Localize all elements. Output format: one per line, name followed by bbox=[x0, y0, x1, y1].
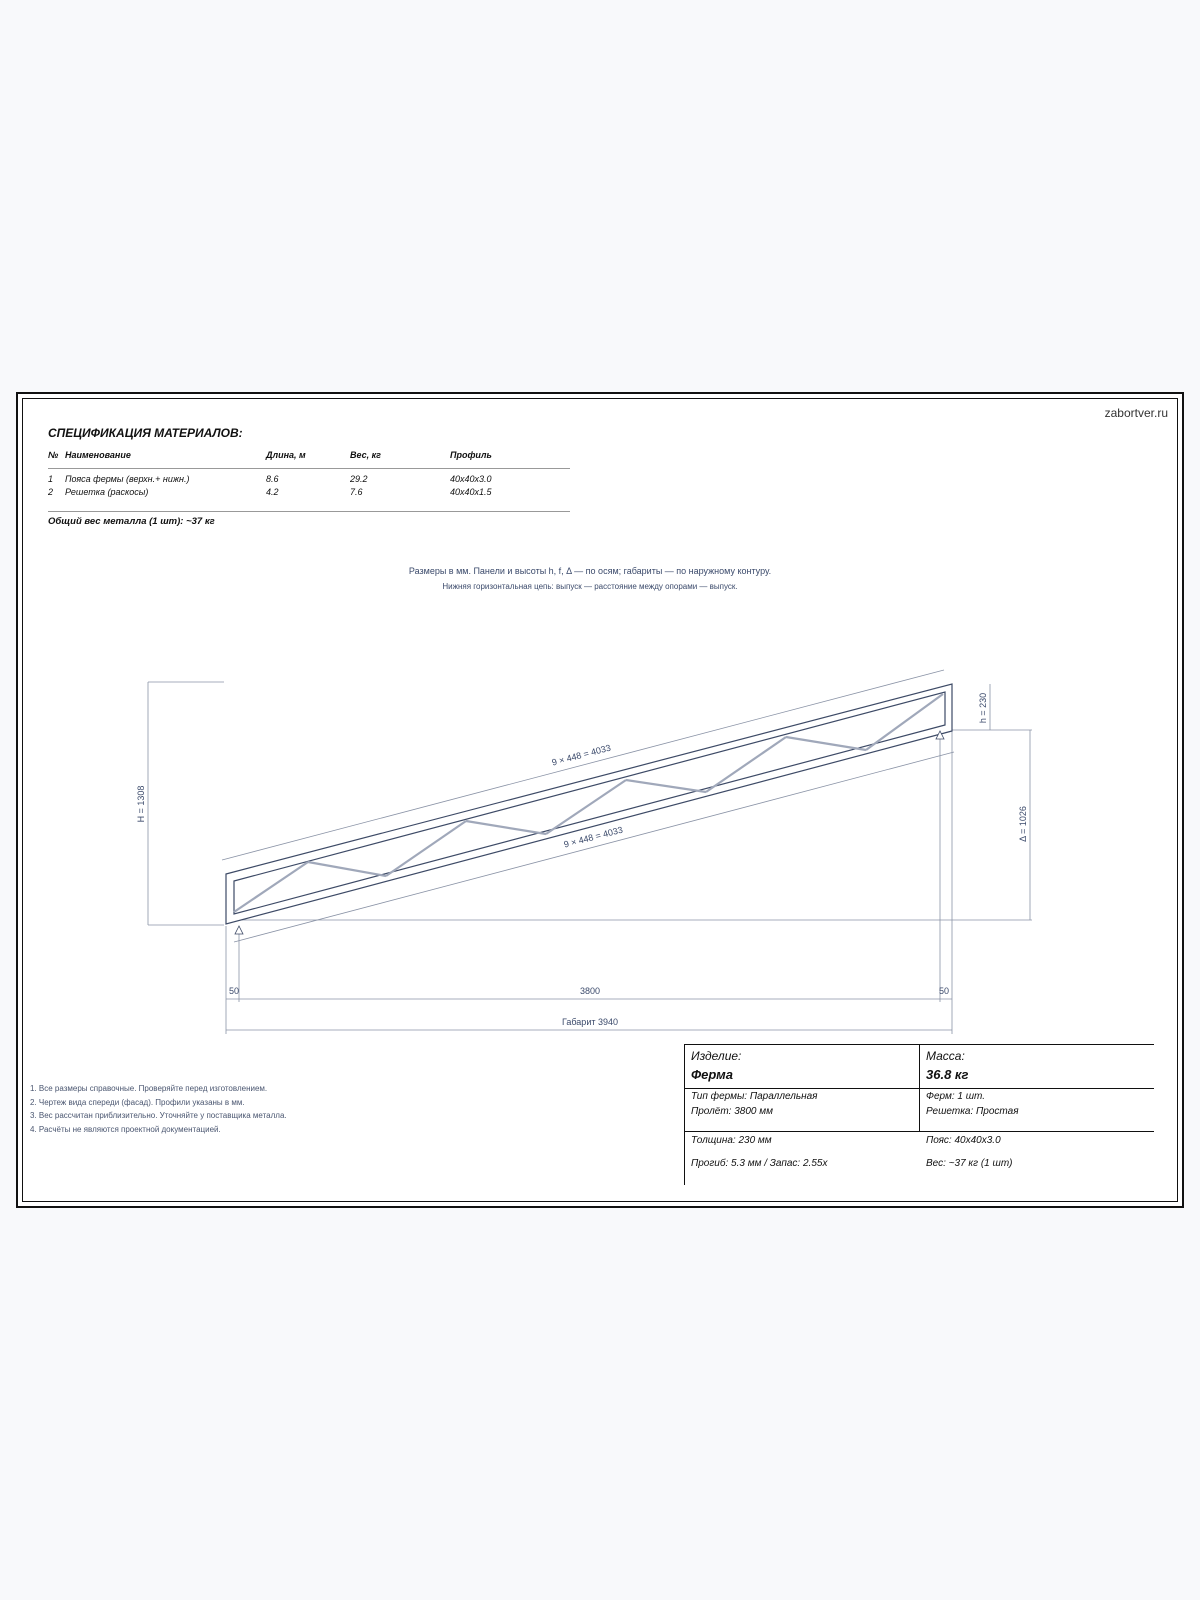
spec-cell-num: 1 bbox=[48, 474, 54, 484]
site-name: zabortver.ru bbox=[1104, 406, 1168, 420]
spec-header-length: Длина, м bbox=[266, 450, 306, 460]
top-chord-dimension: 9 × 448 = 4033 bbox=[550, 742, 612, 768]
weight-value: Вес: ~37 кг (1 шт) bbox=[926, 1158, 1013, 1169]
title-block bbox=[684, 1044, 1154, 1185]
lattice-type: Решетка: Простая bbox=[926, 1106, 1019, 1117]
overall-dimension-label: Габарит 3940 bbox=[561, 1017, 619, 1027]
spec-title: СПЕЦИФИКАЦИЯ МАТЕРИАЛОВ: bbox=[48, 426, 243, 440]
spec-cell-length: 8.6 bbox=[266, 474, 279, 484]
truss-type: Тип фермы: Параллельная bbox=[691, 1091, 818, 1102]
spec-cell-name: Решетка (раскосы) bbox=[65, 487, 149, 497]
overhang-left-label: 50 bbox=[228, 986, 240, 996]
title-block-rule bbox=[685, 1131, 1154, 1132]
span-label: 3800 bbox=[579, 986, 601, 996]
drawing-sheet bbox=[16, 392, 1184, 1208]
note-item: 4. Расчёты не являются проектной документацией. bbox=[30, 1124, 221, 1134]
title-block-rule bbox=[685, 1088, 1154, 1089]
spec-cell-weight: 7.6 bbox=[350, 487, 363, 497]
height-h-label: h = 230 bbox=[978, 692, 988, 724]
spec-header-profile: Профиль bbox=[450, 450, 492, 460]
drawing-note-line2: Нижняя горизонтальная цепь: выпуск — расстояние между опорами — выпуск. bbox=[442, 582, 738, 591]
truss-count: Ферм: 1 шт. bbox=[926, 1091, 986, 1102]
product-value: Ферма bbox=[691, 1067, 733, 1082]
delta-label: Δ = 1026 bbox=[1018, 806, 1028, 842]
spec-cell-profile: 40x40x3.0 bbox=[450, 474, 492, 484]
bottom-chord-dimension: 9 × 448 = 4033 bbox=[562, 824, 624, 850]
span-value: Пролёт: 3800 мм bbox=[691, 1106, 773, 1117]
overhang-right-label: 50 bbox=[938, 986, 950, 996]
thickness-value: Толщина: 230 мм bbox=[691, 1135, 772, 1146]
support-left-icon bbox=[235, 926, 243, 934]
general-notes bbox=[30, 1082, 287, 1136]
spec-cell-name: Пояса фермы (верхн.+ нижн.) bbox=[65, 474, 190, 484]
spec-cell-weight: 29.2 bbox=[350, 474, 368, 484]
spec-header-weight: Вес, кг bbox=[350, 450, 381, 460]
spec-cell-profile: 40x40x1.5 bbox=[450, 487, 492, 497]
note-item: 2. Чертеж вида спереди (фасад). Профили указаны в мм. bbox=[30, 1097, 245, 1107]
deflection-value: Прогиб: 5.3 мм / Запас: 2.55x bbox=[691, 1158, 828, 1169]
spec-cell-length: 4.2 bbox=[266, 487, 279, 497]
spec-header-num: № bbox=[48, 450, 59, 460]
note-item: 3. Вес рассчитан приблизительно. Уточняйте у поставщика металла. bbox=[30, 1111, 287, 1120]
note-item: 1. Все размеры справочные. Проверяйте перед изготовлением. bbox=[30, 1084, 268, 1093]
mass-value: 36.8 кг bbox=[926, 1067, 969, 1082]
mass-label: Масса: bbox=[926, 1049, 965, 1063]
spec-header-name: Наименование bbox=[65, 450, 131, 460]
height-H-label: H = 1308 bbox=[136, 785, 146, 823]
spec-total: Общий вес металла (1 шт): ~37 кг bbox=[48, 516, 215, 527]
spec-cell-num: 2 bbox=[48, 487, 54, 497]
product-label: Изделие: bbox=[691, 1049, 742, 1063]
drawing-note-line1: Размеры в мм. Панели и высоты h, f, Δ — по осям; габариты — по наружному контуру. bbox=[408, 566, 772, 576]
drawing-notes bbox=[409, 566, 771, 591]
chord-profile: Пояс: 40x40x3.0 bbox=[926, 1135, 1001, 1146]
